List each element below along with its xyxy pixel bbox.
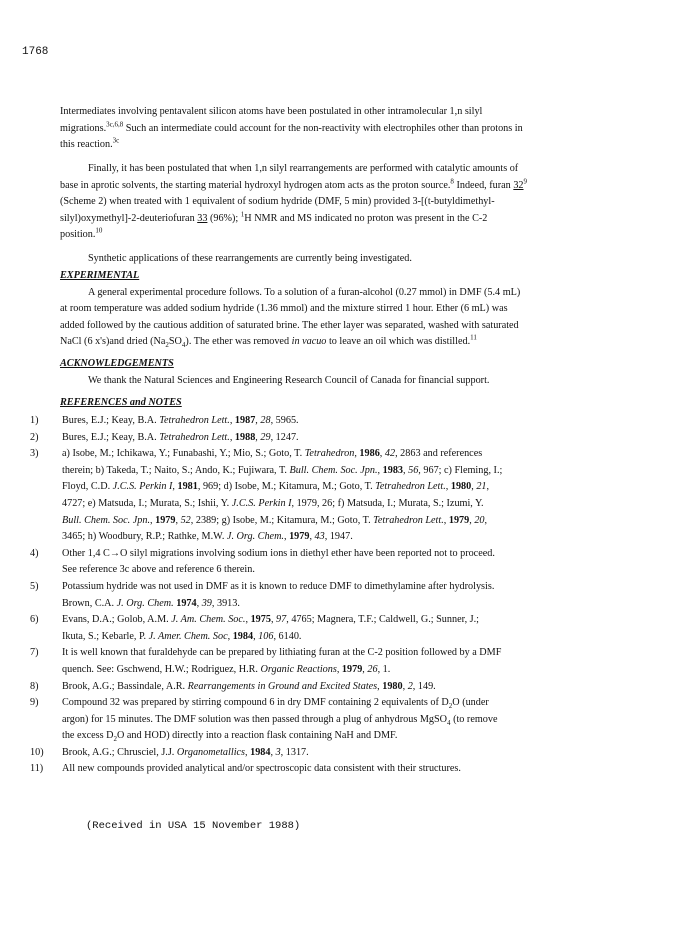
text-line: Finally, it has been postulated that when 1,n silyl rearrangements are performed with catalytic amounts of [88, 163, 519, 174]
text-line: at room temperature was added sodium hydride (1.36 mmol) and the mixture stirred 1 hour. Ether (6 mL) was [60, 303, 508, 315]
reference-5: 5) Potassium hydride was not used in DMF as it is known to reduce DMF to dimethylamine after hydrolysis. Brown, C.A. J. Org. Chem. 1974, 39, 3913. [30, 580, 495, 609]
paragraph-proton-source [60, 161, 626, 244]
text-line: position.$^{10}$ [60, 226, 103, 241]
acknowledgements-heading: ACKNOWLEDGEMENTS [60, 358, 174, 369]
text-line: Intermediates involving pentavalent silicon atoms have been postulated in other intramolecular 1,n silyl [60, 106, 483, 117]
reference-4: 4) Other 1,4 C→O silyl migrations involving sodium ions in diethyl ether have been reported not to proceed. See reference 3c above and reference 6 therein. [30, 547, 495, 576]
reference-11: 11) All new compounds provided analytical and/or spectroscopic data consistent with their structures. [30, 763, 461, 775]
text-line: We thank the Natural Sciences and Engineering Research Council of Canada for financial support. [88, 374, 490, 386]
reference-7: 7) It is well known that furaldehyde can be prepared by lithiating furan at the C-2 position followed by a DMF quench. See: Gschwend, H.W.; Rodriguez, H.R. Organic Reactions, 1979, 26, 1. [30, 647, 502, 675]
references-heading-block [60, 395, 626, 412]
reference-2: 2) Bures, E.J.; Keay, B.A. Tetrahedron Lett., 1988, 29, 1247. [30, 431, 299, 443]
references-heading: REFERENCES and NOTES [60, 397, 182, 408]
received-date: (Received in USA 15 November 1988) [86, 820, 301, 832]
text-line: added followed by the cautious addition of saturated brine. The ether layer was separated, washed with saturated [60, 319, 519, 331]
reference-6: 6) Evans, D.A.; Golob, A.M. J. Am. Chem. Soc., 1975, 97, 4765; Magnera, T.F.; Caldwell, G.; Sunner, J.; Ikuta, S.; Kebarle, P. J. Amer. Chem. Soc, 1984, 106, 6140. [30, 614, 480, 642]
intro-paragraph [60, 104, 626, 154]
text-line: base in aprotic solvents, the starting material hydroxyl hydrogen atom acts as the proton source.$^8$ Indeed, furan $32^9$ [60, 177, 528, 191]
reference-1: 1) Bures, E.J.; Keay, B.A. Tetrahedron Lett., 1987, 28, 5965. [30, 415, 299, 426]
text-line: migrations.$^{3c,6,8}$ Such an intermediate could account for the non-reactivity with electrophiles other than protons in [60, 120, 523, 134]
text-line: this reaction.$^{3c}$ [60, 136, 120, 151]
page-number: 1768 [22, 46, 49, 58]
reference-9: 9) Compound 32 was prepared by stirring compound 6 in dry DMF containing 2 equivalents of $D_2O$ (under argon) for 15 minutes. The DMF solution was then passed through a plug of anhydrous MgSO$_4$ (to remove the excess $D_2O$ and HOD) directly into a reaction flask containing NaH and DMF. [30, 697, 498, 744]
experimental-section [60, 268, 626, 351]
reference-10: 10) Brook, A.G.; Chrusciel, J.J. Organometallics, 1984, 3, 1317. [30, 746, 309, 758]
experimental-heading: EXPERIMENTAL [60, 270, 140, 281]
reference-8: 8) Brook, A.G.; Bassindale, A.R. Rearrangements in Ground and Excited States, 1980, 2, 149. [30, 680, 436, 692]
acknowledgements-section [60, 356, 626, 389]
text-line: (Scheme 2) when treated with 1 equivalent of sodium hydride (DMF, 5 min) provided 3-[(t-butyldimethyl- [60, 196, 495, 208]
text-line: A general experimental procedure follows. To a solution of a furan-alcohol (0.27 mmol) in DMF (5.4 mL) [88, 286, 521, 298]
text-line: silyl)oxymethyl]-2-deuteriofuran 33 (96%); $^1$H NMR and MS indicated no proton was present in the C-2 [60, 210, 488, 224]
text-line: NaCl (6 x's)and dried $(Na_2SO_4)$. The ether was removed in vacuo to leave an oil which was distilled.$^{11}$ [60, 333, 477, 350]
paragraph-synthetic [60, 251, 626, 268]
text-line: Synthetic applications of these rearrangements are currently being investigated. [88, 253, 412, 264]
reference-3: 3) a) Isobe, M.; Ichikawa, Y.; Funabashi, Y.; Mio, S.; Goto, T. Tetrahedron, 1986, 42, 2863 and references therein; b) Takeda, T.; Naito, S.; Ando, K.; Fujiwara, T. Bull. Chem. Soc. Jpn., 1983, 56, 967; c) Fleming, I.; Floyd, C.D. J.C.S. Perkin I, 1981, 969; d) Isobe, M.; Kitamura, M.; Goto, T. Tetrahedron Lett., 1980, 21, 4727; e) Matsuda, I.; Murata, S.; Ishii, Y. J.C.S. Perkin I, 1979, 26; f) Matsuda, I.; Murata, S.; Izumi, Y. Bull. Chem. Soc. Jpn., 1979, 52, 2389; g) Isobe, M.; Kitamura, M.; Goto, T. Tetrahedron Lett., 1979, 20, 3465; h) Woodbury, R.P.; Rathke, M.W. J. Org. Chem., 1979, 43, 1947. [30, 448, 503, 543]
references-list [30, 413, 626, 778]
